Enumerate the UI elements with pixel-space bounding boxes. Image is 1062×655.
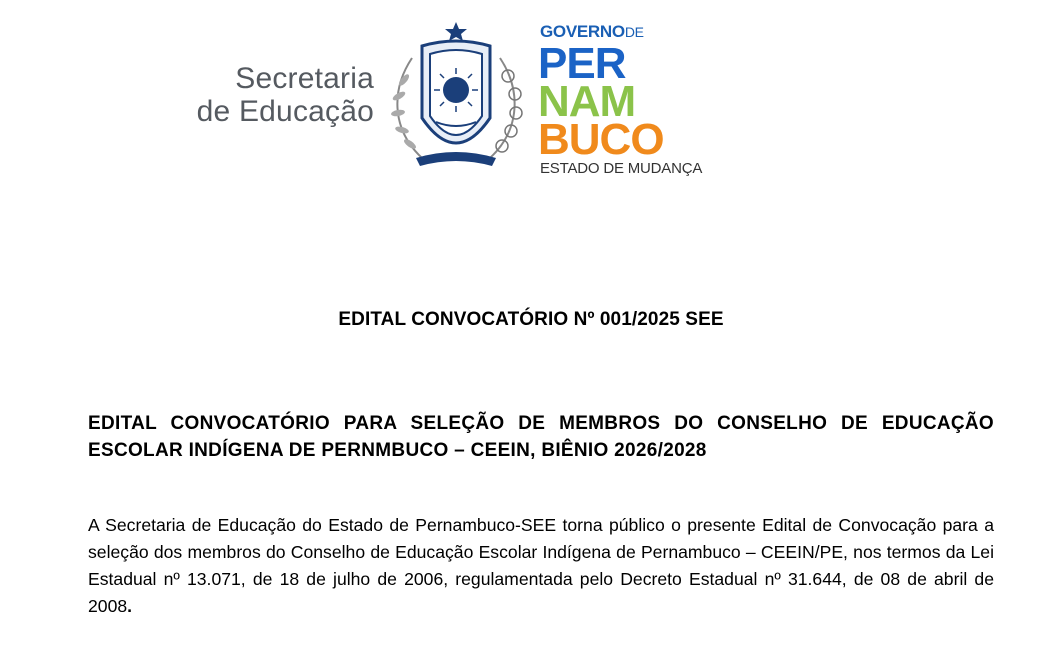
secretaria-line-2: de Educação [196,95,374,128]
intro-paragraph-period: . [127,596,133,616]
logo-buco: BUCO [538,115,664,164]
document-subtitle: EDITAL CONVOCATÓRIO PARA SELEÇÃO DE MEMBROS DO CONSELHO DE EDUCAÇÃO ESCOLAR INDÍGENA DE PERNMBUCO – CEEIN, BIÊNIO 2026/2028 [88,413,994,461]
intro-paragraph-text: A Secretaria de Educação do Estado de Pernambuco-SEE torna público o presente Edital de Convocação para a seleção dos membros do Conselho de Educação Escolar Indígena de Pernambuco – CEEIN/PE, nos termos da Lei Estadual nº 13.071, de 18 de julho de 2006, regulamentada pelo Decreto Estadual nº 31.644, de 08 de abril de 2008 [88,515,994,616]
secretaria-line-1: Secretaria [235,62,374,95]
document-title: EDITAL CONVOCATÓRIO Nº 001/2025 SEE [338,309,724,330]
document-header [0,0,1062,190]
logo-nam: NAM [538,77,636,126]
logo-slogan: ESTADO DE MUDANÇA [540,160,703,177]
logo-per: PER [538,39,626,88]
secretaria-educacao-logo-text [188,62,374,128]
governo-label: GOVERNODE [540,22,644,41]
pernambuco-coat-of-arms-icon [382,18,530,170]
governo-pernambuco-logo [538,20,738,180]
intro-paragraph [88,512,994,620]
